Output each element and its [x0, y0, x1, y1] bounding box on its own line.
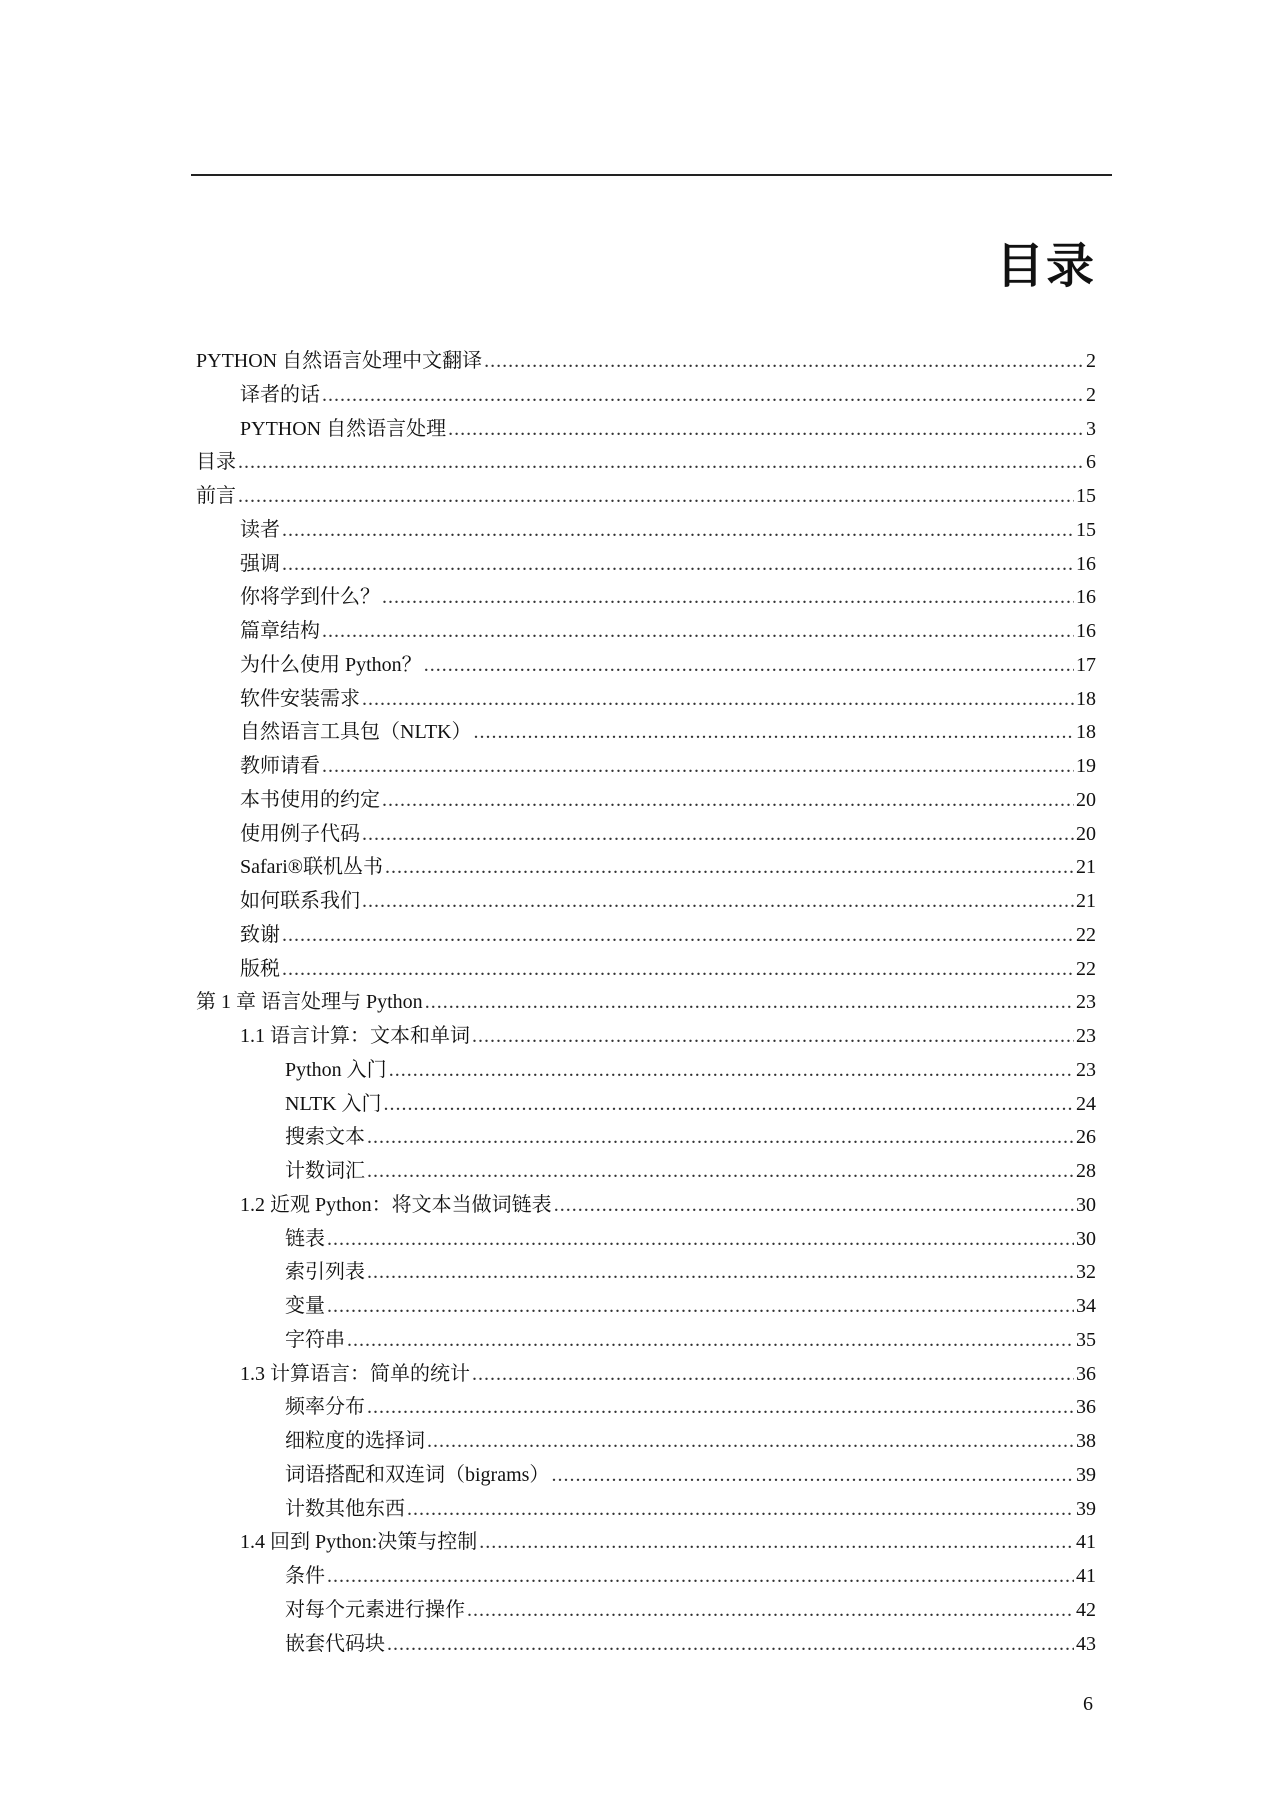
toc-dot-leader	[322, 615, 1074, 649]
toc-dot-leader	[382, 581, 1074, 615]
toc-entry[interactable]	[196, 851, 1096, 885]
table-of-contents	[196, 345, 1096, 1661]
toc-entry-title: 篇章结构	[240, 620, 320, 642]
toc-entry-title: 本书使用的约定	[240, 788, 380, 811]
toc-entry-title: 1.4 回到 Python:决策与控制	[240, 1531, 478, 1554]
toc-entry-page: 41	[1076, 1565, 1096, 1587]
toc-entry-title: 软件安装需求	[240, 687, 360, 710]
toc-entry-page: 2	[1086, 383, 1096, 406]
toc-dot-leader	[327, 1290, 1074, 1324]
toc-entry[interactable]	[196, 1594, 1096, 1628]
toc-entry[interactable]	[196, 480, 1096, 514]
toc-entry-page: 18	[1076, 721, 1096, 744]
toc-entry[interactable]	[196, 1628, 1096, 1662]
toc-entry-page: 30	[1076, 1193, 1096, 1216]
toc-entry-page: 6	[1086, 451, 1096, 474]
toc-entry[interactable]	[196, 1324, 1096, 1358]
toc-entry[interactable]	[196, 548, 1096, 582]
toc-entry[interactable]	[196, 379, 1096, 413]
header-rule	[191, 174, 1112, 176]
toc-entry-title: 使用例子代码	[240, 822, 360, 845]
toc-entry-page: 19	[1076, 755, 1096, 777]
toc-entry-title: Python 入门	[285, 1058, 387, 1081]
toc-dot-leader	[389, 1054, 1074, 1088]
toc-entry[interactable]	[196, 345, 1096, 379]
toc-entry-title: 强调	[240, 552, 280, 575]
toc-dot-leader	[367, 1391, 1074, 1425]
toc-dot-leader	[472, 1358, 1074, 1392]
toc-entry[interactable]	[196, 649, 1096, 683]
toc-entry-title: 如何联系我们	[240, 890, 360, 912]
toc-dot-leader	[382, 784, 1074, 818]
toc-entry-title: Safari®联机丛书	[240, 856, 383, 879]
toc-entry-page: 34	[1076, 1295, 1096, 1317]
toc-entry[interactable]	[196, 953, 1096, 987]
toc-entry[interactable]	[196, 818, 1096, 852]
toc-dot-leader	[282, 919, 1074, 953]
toc-entry[interactable]	[196, 446, 1096, 480]
toc-entry-page: 23	[1076, 991, 1096, 1014]
toc-entry[interactable]	[196, 1054, 1096, 1088]
toc-dot-leader	[362, 683, 1074, 717]
toc-dot-leader	[322, 379, 1084, 413]
toc-entry[interactable]	[196, 1088, 1096, 1122]
toc-dot-leader	[385, 851, 1074, 885]
toc-entry-page: 3	[1086, 417, 1096, 440]
toc-entry-title: 条件	[285, 1565, 325, 1587]
toc-entry-page: 16	[1076, 586, 1096, 609]
toc-entry[interactable]	[196, 1020, 1096, 1054]
toc-dot-leader	[367, 1155, 1074, 1189]
toc-entry-page: 17	[1076, 653, 1096, 676]
toc-entry[interactable]	[196, 1425, 1096, 1459]
toc-entry-page: 20	[1076, 822, 1096, 845]
toc-entry[interactable]	[196, 1493, 1096, 1527]
toc-entry-title: 计数词汇	[285, 1160, 365, 1182]
toc-entry-page: 41	[1076, 1531, 1096, 1554]
toc-entry-page: 30	[1076, 1227, 1096, 1250]
toc-entry[interactable]	[196, 1459, 1096, 1493]
page-number: 6	[1083, 1693, 1093, 1715]
toc-entry-page: 43	[1076, 1632, 1096, 1655]
toc-entry-page: 32	[1076, 1261, 1096, 1284]
toc-dot-leader	[362, 818, 1074, 852]
toc-entry-title: 索引列表	[285, 1261, 365, 1284]
toc-entry-page: 21	[1076, 890, 1096, 912]
toc-entry-page: 18	[1076, 687, 1096, 710]
toc-entry-title: 变量	[285, 1295, 325, 1317]
toc-dot-leader	[473, 716, 1074, 750]
toc-entry[interactable]	[196, 750, 1096, 784]
toc-entry-page: 42	[1076, 1598, 1096, 1621]
toc-entry[interactable]	[196, 919, 1096, 953]
toc-entry-title: 频率分布	[285, 1396, 365, 1419]
toc-entry-page: 2	[1086, 350, 1096, 372]
toc-entry-page: 20	[1076, 788, 1096, 811]
toc-entry-title: 版税	[240, 957, 280, 980]
toc-dot-leader	[322, 750, 1074, 784]
toc-entry-title: 1.3 计算语言：简单的统计	[240, 1362, 470, 1385]
toc-dot-leader	[347, 1324, 1074, 1358]
toc-dot-leader	[238, 480, 1074, 514]
toc-entry-page: 39	[1076, 1463, 1096, 1486]
toc-entry-page: 16	[1076, 620, 1096, 642]
toc-dot-leader	[467, 1594, 1074, 1628]
toc-entry[interactable]	[196, 1391, 1096, 1425]
toc-entry[interactable]	[196, 683, 1096, 717]
toc-entry[interactable]	[196, 581, 1096, 615]
toc-entry-title: 词语搭配和双连词（bigrams）	[285, 1463, 550, 1486]
toc-dot-leader	[367, 1256, 1074, 1290]
toc-entry-title: 计数其他东西	[285, 1497, 405, 1520]
toc-entry[interactable]	[196, 615, 1096, 649]
toc-dot-leader	[282, 548, 1074, 582]
toc-entry[interactable]	[196, 514, 1096, 548]
toc-entry-page: 15	[1076, 518, 1096, 541]
toc-entry-title: 搜索文本	[285, 1126, 365, 1149]
toc-entry-title: 你将学到什么？	[240, 586, 380, 609]
toc-dot-leader	[282, 953, 1074, 987]
toc-entry-title: 1.2 近观 Python：将文本当做词链表	[240, 1193, 552, 1216]
toc-dot-leader	[484, 345, 1084, 379]
toc-entry-title: NLTK 入门	[285, 1092, 382, 1115]
toc-dot-leader	[238, 446, 1084, 480]
toc-entry[interactable]	[196, 1121, 1096, 1155]
toc-entry-page: 38	[1076, 1430, 1096, 1452]
toc-dot-leader	[327, 1560, 1074, 1594]
toc-entry-page: 36	[1076, 1396, 1096, 1419]
toc-entry-title: PYTHON 自然语言处理中文翻译	[196, 350, 483, 372]
toc-entry-title: 1.1 语言计算：文本和单词	[240, 1025, 470, 1047]
toc-entry-title: 细粒度的选择词	[285, 1430, 425, 1452]
toc-entry[interactable]	[196, 413, 1096, 447]
toc-dot-leader	[424, 649, 1074, 683]
toc-dot-leader	[383, 1088, 1074, 1122]
toc-dot-leader	[448, 413, 1084, 447]
toc-dot-leader	[472, 1020, 1074, 1054]
toc-dot-leader	[282, 514, 1074, 548]
toc-dot-leader	[407, 1493, 1074, 1527]
toc-entry-page: 23	[1076, 1058, 1096, 1081]
toc-entry[interactable]	[196, 716, 1096, 750]
toc-dot-leader	[425, 986, 1074, 1020]
toc-entry-title: 链表	[285, 1227, 325, 1250]
toc-entry[interactable]	[196, 885, 1096, 919]
toc-entry-page: 28	[1076, 1160, 1096, 1182]
toc-dot-leader	[551, 1459, 1074, 1493]
toc-entry[interactable]	[196, 1155, 1096, 1189]
toc-entry[interactable]	[196, 1189, 1096, 1223]
toc-entry-title: 字符串	[285, 1328, 345, 1351]
toc-entry-page: 26	[1076, 1126, 1096, 1149]
toc-entry-title: 前言	[196, 485, 236, 507]
toc-entry[interactable]	[196, 1526, 1096, 1560]
toc-entry-page: 16	[1076, 552, 1096, 575]
toc-entry[interactable]	[196, 1560, 1096, 1594]
toc-entry-page: 22	[1076, 923, 1096, 946]
toc-entry-title: 对每个元素进行操作	[285, 1598, 465, 1621]
toc-entry[interactable]	[196, 784, 1096, 818]
toc-dot-leader	[362, 885, 1074, 919]
toc-entry-page: 39	[1076, 1497, 1096, 1520]
toc-entry[interactable]	[196, 1223, 1096, 1257]
toc-entry-title: 读者	[240, 518, 280, 541]
toc-entry-title: 为什么使用 Python？	[240, 653, 422, 676]
toc-dot-leader	[387, 1628, 1074, 1662]
toc-dot-leader	[427, 1425, 1074, 1459]
toc-entry-page: 23	[1076, 1025, 1096, 1047]
toc-entry-page: 36	[1076, 1362, 1096, 1385]
toc-entry-page: 21	[1076, 856, 1096, 879]
toc-entry-title: 致谢	[240, 923, 280, 946]
toc-entry-title: 译者的话	[240, 383, 320, 406]
toc-dot-leader	[327, 1223, 1074, 1257]
toc-entry-page: 35	[1076, 1328, 1096, 1351]
toc-entry[interactable]	[196, 986, 1096, 1020]
toc-entry-page: 15	[1076, 485, 1096, 507]
toc-entry-title: PYTHON 自然语言处理	[240, 417, 447, 440]
toc-entry-title: 目录	[196, 451, 236, 474]
toc-entry-title: 嵌套代码块	[285, 1632, 385, 1655]
page-title: 目录	[995, 238, 1096, 294]
toc-entry-title: 自然语言工具包（NLTK）	[240, 721, 472, 744]
toc-entry-page: 22	[1076, 957, 1096, 980]
toc-entry[interactable]	[196, 1290, 1096, 1324]
toc-dot-leader	[554, 1189, 1074, 1223]
toc-dot-leader	[479, 1526, 1074, 1560]
toc-entry-title: 教师请看	[240, 755, 320, 777]
toc-entry-title: 第 1 章 语言处理与 Python	[196, 991, 423, 1014]
toc-entry[interactable]	[196, 1358, 1096, 1392]
toc-entry[interactable]	[196, 1256, 1096, 1290]
toc-dot-leader	[367, 1121, 1074, 1155]
toc-entry-page: 24	[1076, 1092, 1096, 1115]
